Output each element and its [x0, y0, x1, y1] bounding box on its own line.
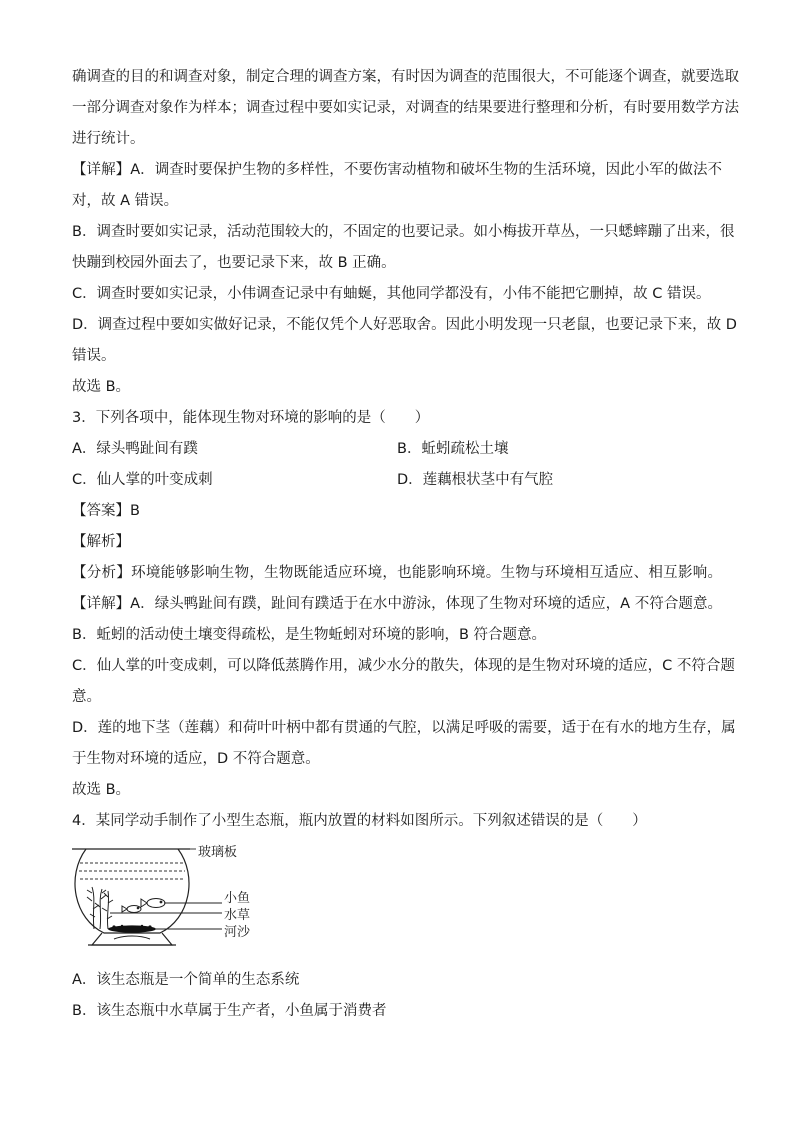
bottle-outline: [75, 849, 189, 933]
q2-detail-line-7: 错误。: [72, 348, 116, 364]
q3-stem: 3．下列各项中，能体现生物对环境的影响的是（ ）: [72, 410, 430, 426]
q4-stem: 4．某同学动手制作了小型生态瓶，瓶内放置的材料如图所示。下列叙述错误的是（ ）: [72, 813, 647, 829]
q3-answer: [72, 496, 722, 527]
q3-analysis-label: 【解析】: [72, 534, 130, 550]
q3-line-6: D．莲的地下茎（莲藕）和荷叶叶柄中都有贯通的气腔，以满足呼吸的需要，适于在有水的地方生存，属: [72, 720, 736, 736]
intro-line-2: 一部分调查对象作为样本；调查过程中要如实记录，对调查的结果要进行整理和分析，有时要用数学方法: [72, 100, 739, 116]
q3-options-row-2: [72, 465, 722, 496]
q4-option-b: B．该生态瓶中水草属于生产者，小鱼属于消费者: [72, 1003, 387, 1019]
document-page: [72, 62, 739, 1027]
eco-bottle-figure: [72, 841, 722, 961]
q3-line-5: 意。: [72, 689, 101, 705]
fish-icon: [122, 899, 165, 913]
q3-line-3: B．蚯蚓的活动使土壤变得疏松，是生物蚯蚓对环境的影响，B 符合题意。: [72, 627, 547, 643]
q3-options-row-1: [72, 434, 722, 465]
q3-option-d: D．莲藕根状茎中有气腔: [397, 472, 554, 488]
q3-line-1: 【分析】环境能够影响生物，生物既能适应环境，也能影响环境。生物与环境相互适应、相互影响。: [72, 565, 722, 581]
q4-option-a: A．该生态瓶是一个简单的生态系统: [72, 972, 300, 988]
q3-line-7: 于生物对环境的适应，D 不符合题意。: [72, 751, 320, 767]
river-sand-label: 河沙: [224, 925, 251, 940]
river-sand-icon: [108, 925, 156, 933]
water-grass-icon: [87, 887, 113, 929]
q3-line-8: 故选 B。: [72, 782, 131, 798]
q2-detail-line-6: D．调查过程中要如实做好记录，不能仅凭个人好恶取舍。因此小明发现一只老鼠，也要记录下来，故 D: [72, 317, 737, 333]
q3-line-2: 【详解】A．绿头鸭趾间有蹼，趾间有蹼适于在水中游泳，体现了生物对环境的适应，A 不符合题意。: [72, 596, 722, 612]
fish-label: 小鱼: [224, 891, 251, 906]
q2-detail-line-8: 故选 B。: [72, 379, 131, 395]
q3-answer-value: B: [130, 503, 140, 519]
q2-detail-line-5: C．调查时要如实记录，小伟调查记录中有蚰蜒，其他同学都没有，小伟不能把它删掉，故 C 错误。: [72, 286, 711, 302]
q3-option-b: B．蚯蚓疏松土壤: [397, 441, 509, 457]
q3-option-a: A．绿头鸭趾间有蹼: [72, 441, 198, 457]
intro-line-1: 确调查的目的和调查对象，制定合理的调查方案，有时因为调查的范围很大，不可能逐个调查，就要选取: [72, 69, 739, 85]
q2-detail-line-1: 【详解】A．调查时要保护生物的多样性，不要伤害动植物和破坏生物的生活环境，因此小军的做法不: [72, 162, 722, 178]
water-grass-label: 水草: [224, 908, 251, 923]
q3-line-4: C．仙人掌的叶变成刺，可以降低蒸腾作用，减少水分的散失，体现的是生物对环境的适应，C 不符合题: [72, 658, 735, 674]
q2-detail-line-3: B．调查时要如实记录，活动范围较大的，不固定的也要记录。如小梅拔开草丛，一只蟋蟀蹦了出来，很: [72, 224, 735, 240]
intro-line-3: 进行统计。: [72, 131, 145, 147]
q2-detail-line-4: 快蹦到校园外面去了，也要记录下来，故 B 正确。: [72, 255, 396, 271]
q3-answer-label: 【答案】: [72, 503, 130, 519]
bottle-stand: [92, 933, 172, 945]
glass-plate-label: 玻璃板: [198, 845, 238, 860]
q2-detail-line-2: 对，故 A 错误。: [72, 193, 179, 209]
q3-option-c: C．仙人掌的叶变成刺: [72, 472, 213, 488]
